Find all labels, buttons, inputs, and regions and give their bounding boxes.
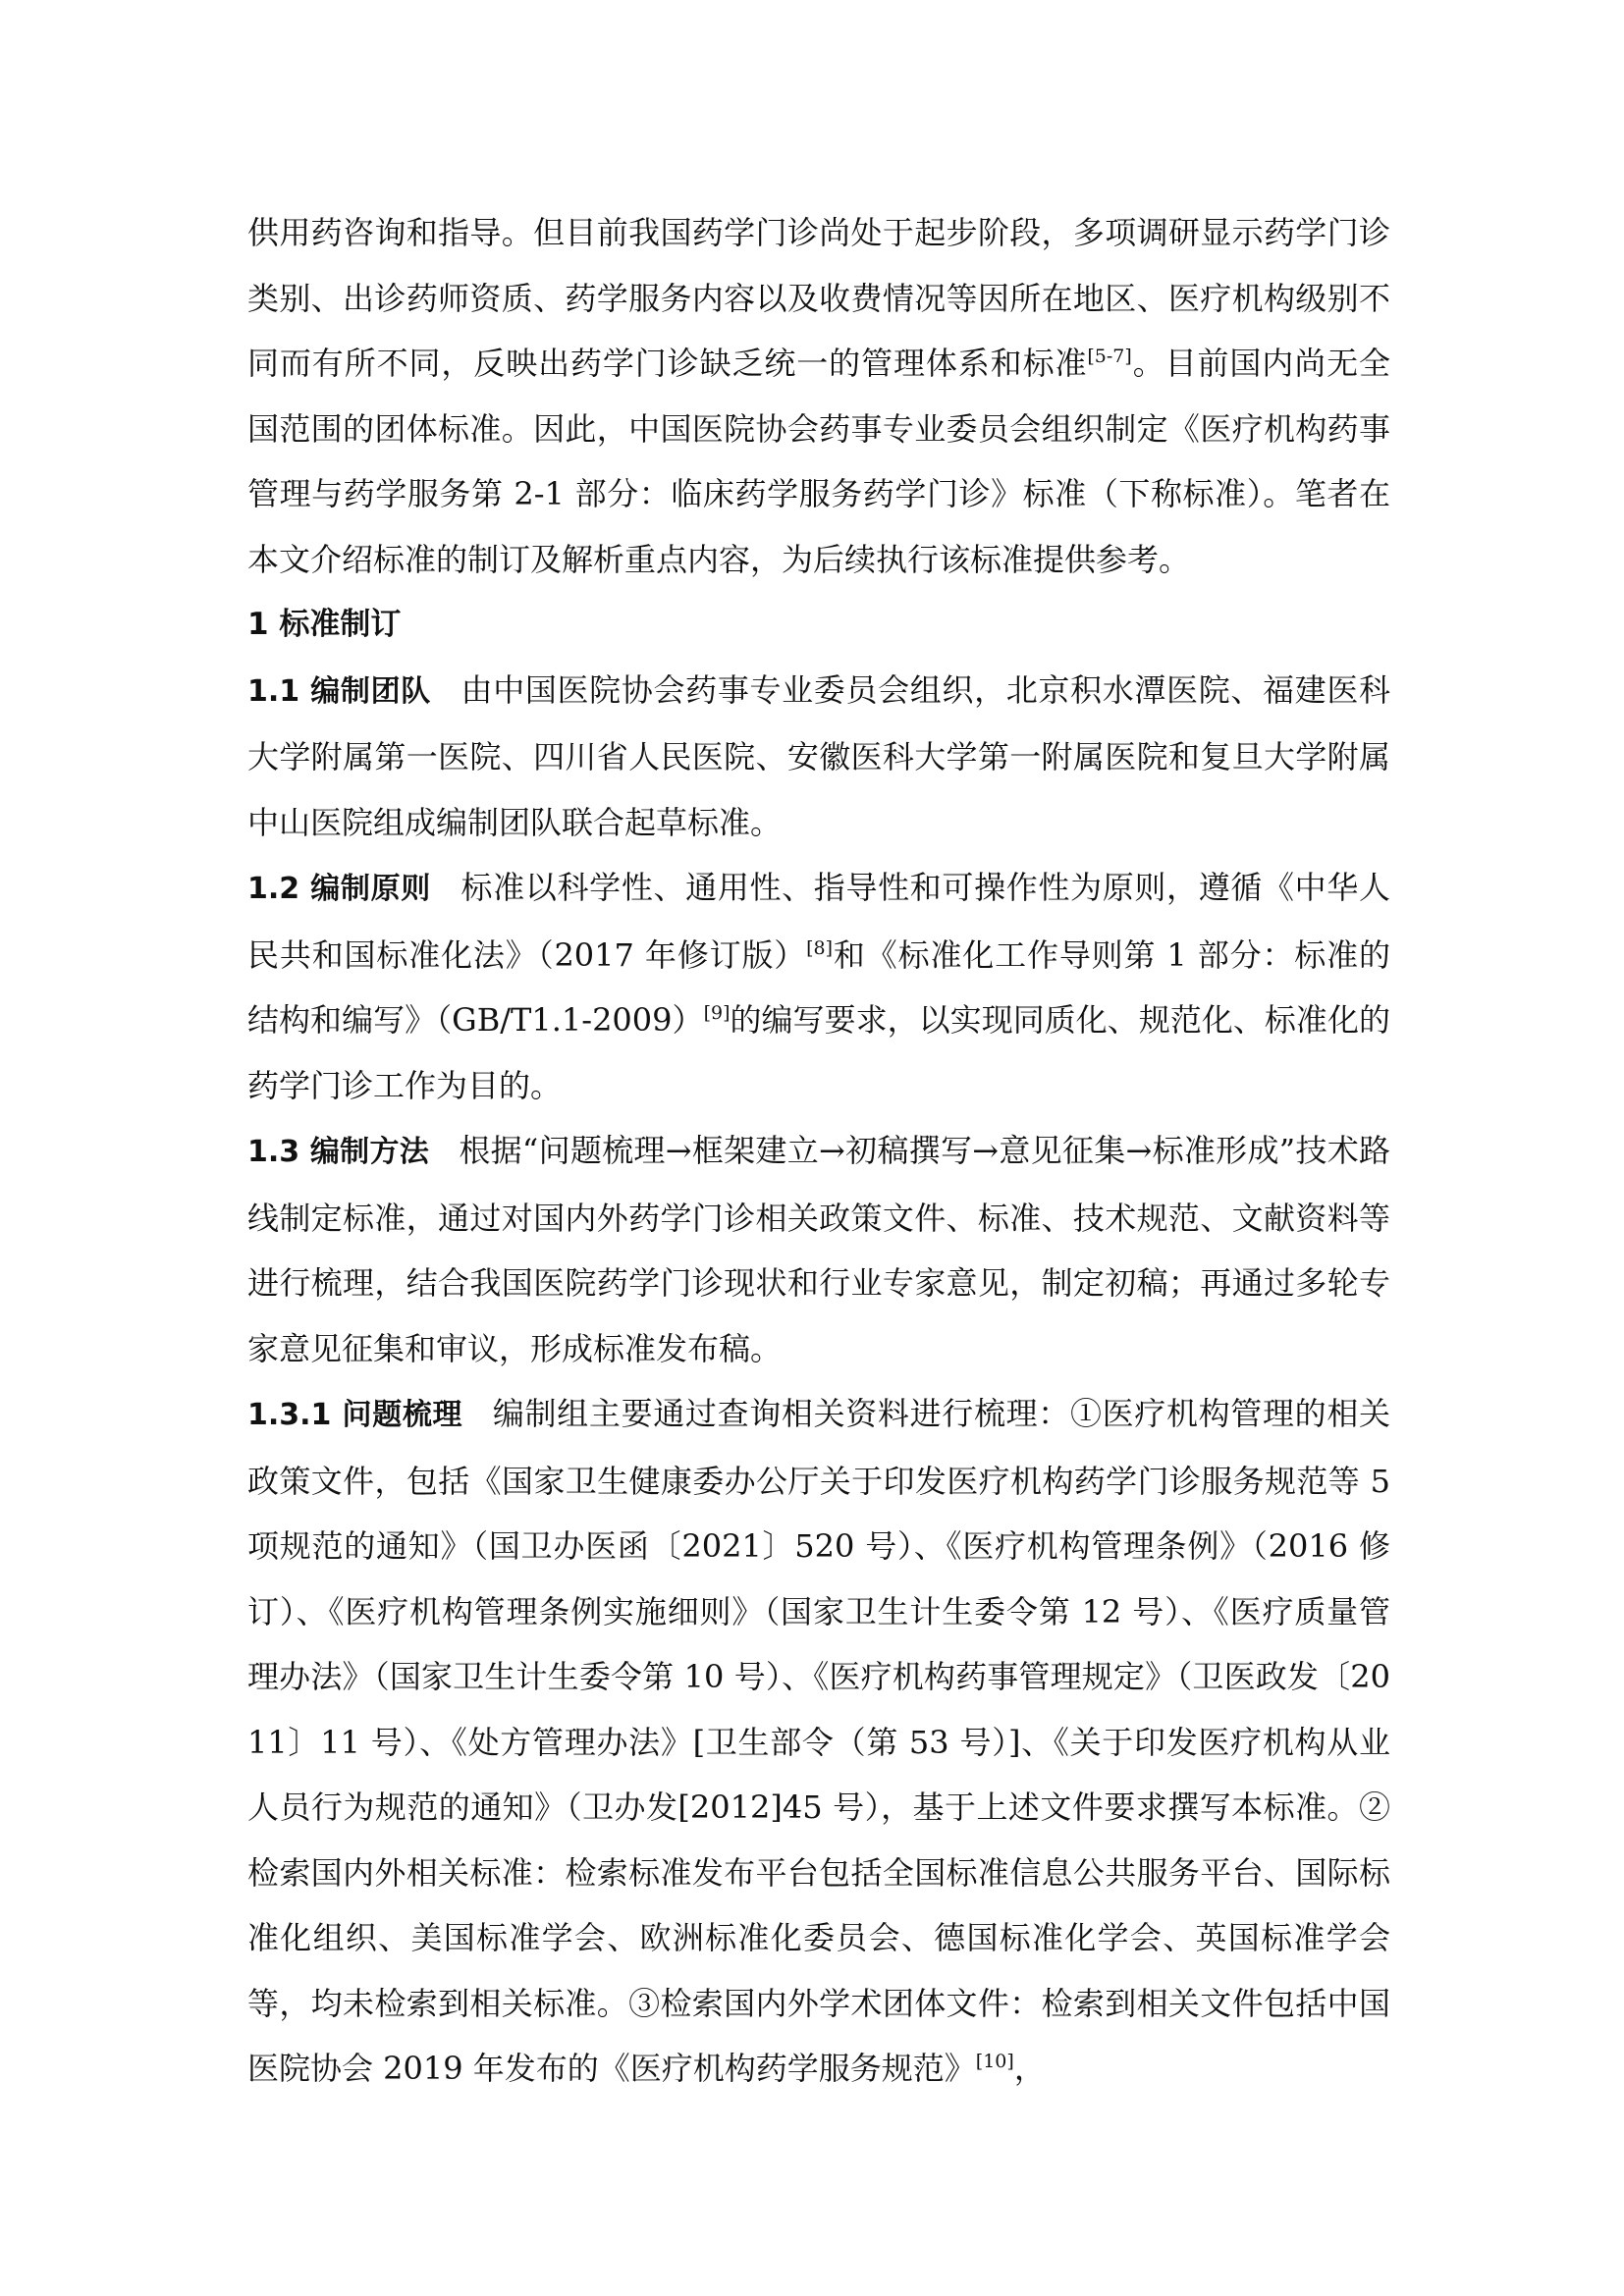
section-1-1-paragraph (247, 658, 1390, 856)
section-1-3-1-heading: 1.3.1 问题梳理 (247, 1398, 463, 1432)
citation-5-7: [5-7] (1087, 346, 1132, 367)
citation-10: [10] (975, 2051, 1014, 2072)
section-1-1-heading: 1.1 编制团队 (247, 673, 431, 709)
intro-text-1: 供用药咨询和指导。但目前我国药学门诊尚处于起步阶段，多项调研显示药学门诊类别、出诊药师资质、药学服务内容以及收费情况等因所在地区、医疗机构级别不同而有所不同，反映出药学门诊缺乏统一的管理体系和标准 (247, 214, 1390, 382)
section-1-3-1-text-1: 编制组主要通过查询相关资料进行梳理：①医疗机构管理的相关政策文件，包括《国家卫生健康委办公厅关于印发医疗机构药学门诊服务规范等 5 项规范的通知》（国卫办医函〔2021〕520 号）、《医疗机构管理条例》（2016 修订）、《医疗机构管理条例实施细则》（国家卫生计生委令第 12 号）、《医疗质量管理办法》（国家卫生计生委令第 10 号）、《医疗机构药事管理规定》（卫医政发〔2011〕11 号）、《处方管理办法》[卫生部令（第 53 号）]、《关于印发医疗机构从业人员行为规范的通知》（卫办发[2012]45 号），基于上述文件要求撰写本标准。②检索国内外相关标准：检索标准发布平台包括全国标准信息公共服务平台、国际标准化组织、美国标准学会、欧洲标准化委员会、德国标准化学会、英国标准学会等，均未检索到相关标准。③检索国内外学术团体文件：检索到相关文件包括中国医院协会 2019 年发布的《医疗机构药学服务规范》 (247, 1395, 1390, 2087)
document-body (247, 200, 1390, 2102)
section-1-3-heading: 1.3 编制方法 (247, 1135, 430, 1169)
intro-paragraph (247, 200, 1390, 592)
section-1-1-text: 由中国医院协会药事专业委员会组织，北京积水潭医院、福建医科大学附属第一医院、四川省人民医院、安徽医科大学第一附属医院和复旦大学附属中山医院组成编制团队联合起草标准。 (247, 670, 1390, 841)
citation-9: [9] (703, 1002, 731, 1024)
section-1-2-heading: 1.2 编制原则 (247, 872, 431, 906)
citation-8: [8] (806, 936, 834, 959)
section-1-2-text-1: 标准以科学性、通用性、指导性和可操作性为原则，遵循《中华人民共和国标准化法》（2017 年修订版） (247, 869, 1390, 974)
section-1-2-text-2: 和《标准化工作导则第 1 部分：标准的结构和编写》（GB/T1.1-2009） (247, 935, 1390, 1039)
intro-text-2: 。目前国内尚无全国范围的团体标准。因此，中国医院协会药事专业委员会组织制定《医疗机构药事管理与药学服务第 2-1 部分：临床药学服务药学门诊》标准（下称标准）。笔者在本文介绍标准的制订及解析重点内容，为后续执行该标准提供参考。 (247, 345, 1390, 578)
section-1-heading: 1 标准制订 (247, 607, 402, 642)
section-1-2-text-3: 的编写要求，以实现同质化、规范化、标准化的药学门诊工作为目的。 (247, 1001, 1390, 1104)
section-1-3-text: 根据“问题梳理→框架建立→初稿撰写→意见征集→标准形成”技术路线制定标准，通过对国内外药学门诊相关政策文件、标准、技术规范、文献资料等进行梳理，结合我国医院药学门诊现状和行业专家意见，制定初稿；再通过多轮专家意见征集和审议，形成标准发布稿。 (247, 1132, 1390, 1367)
section-1-2-paragraph (247, 855, 1390, 1118)
section-1-3-1-text-2: ， (1013, 2050, 1046, 2087)
section-1-3-paragraph (247, 1118, 1390, 1381)
section-1-3-1-paragraph (247, 1381, 1390, 2102)
